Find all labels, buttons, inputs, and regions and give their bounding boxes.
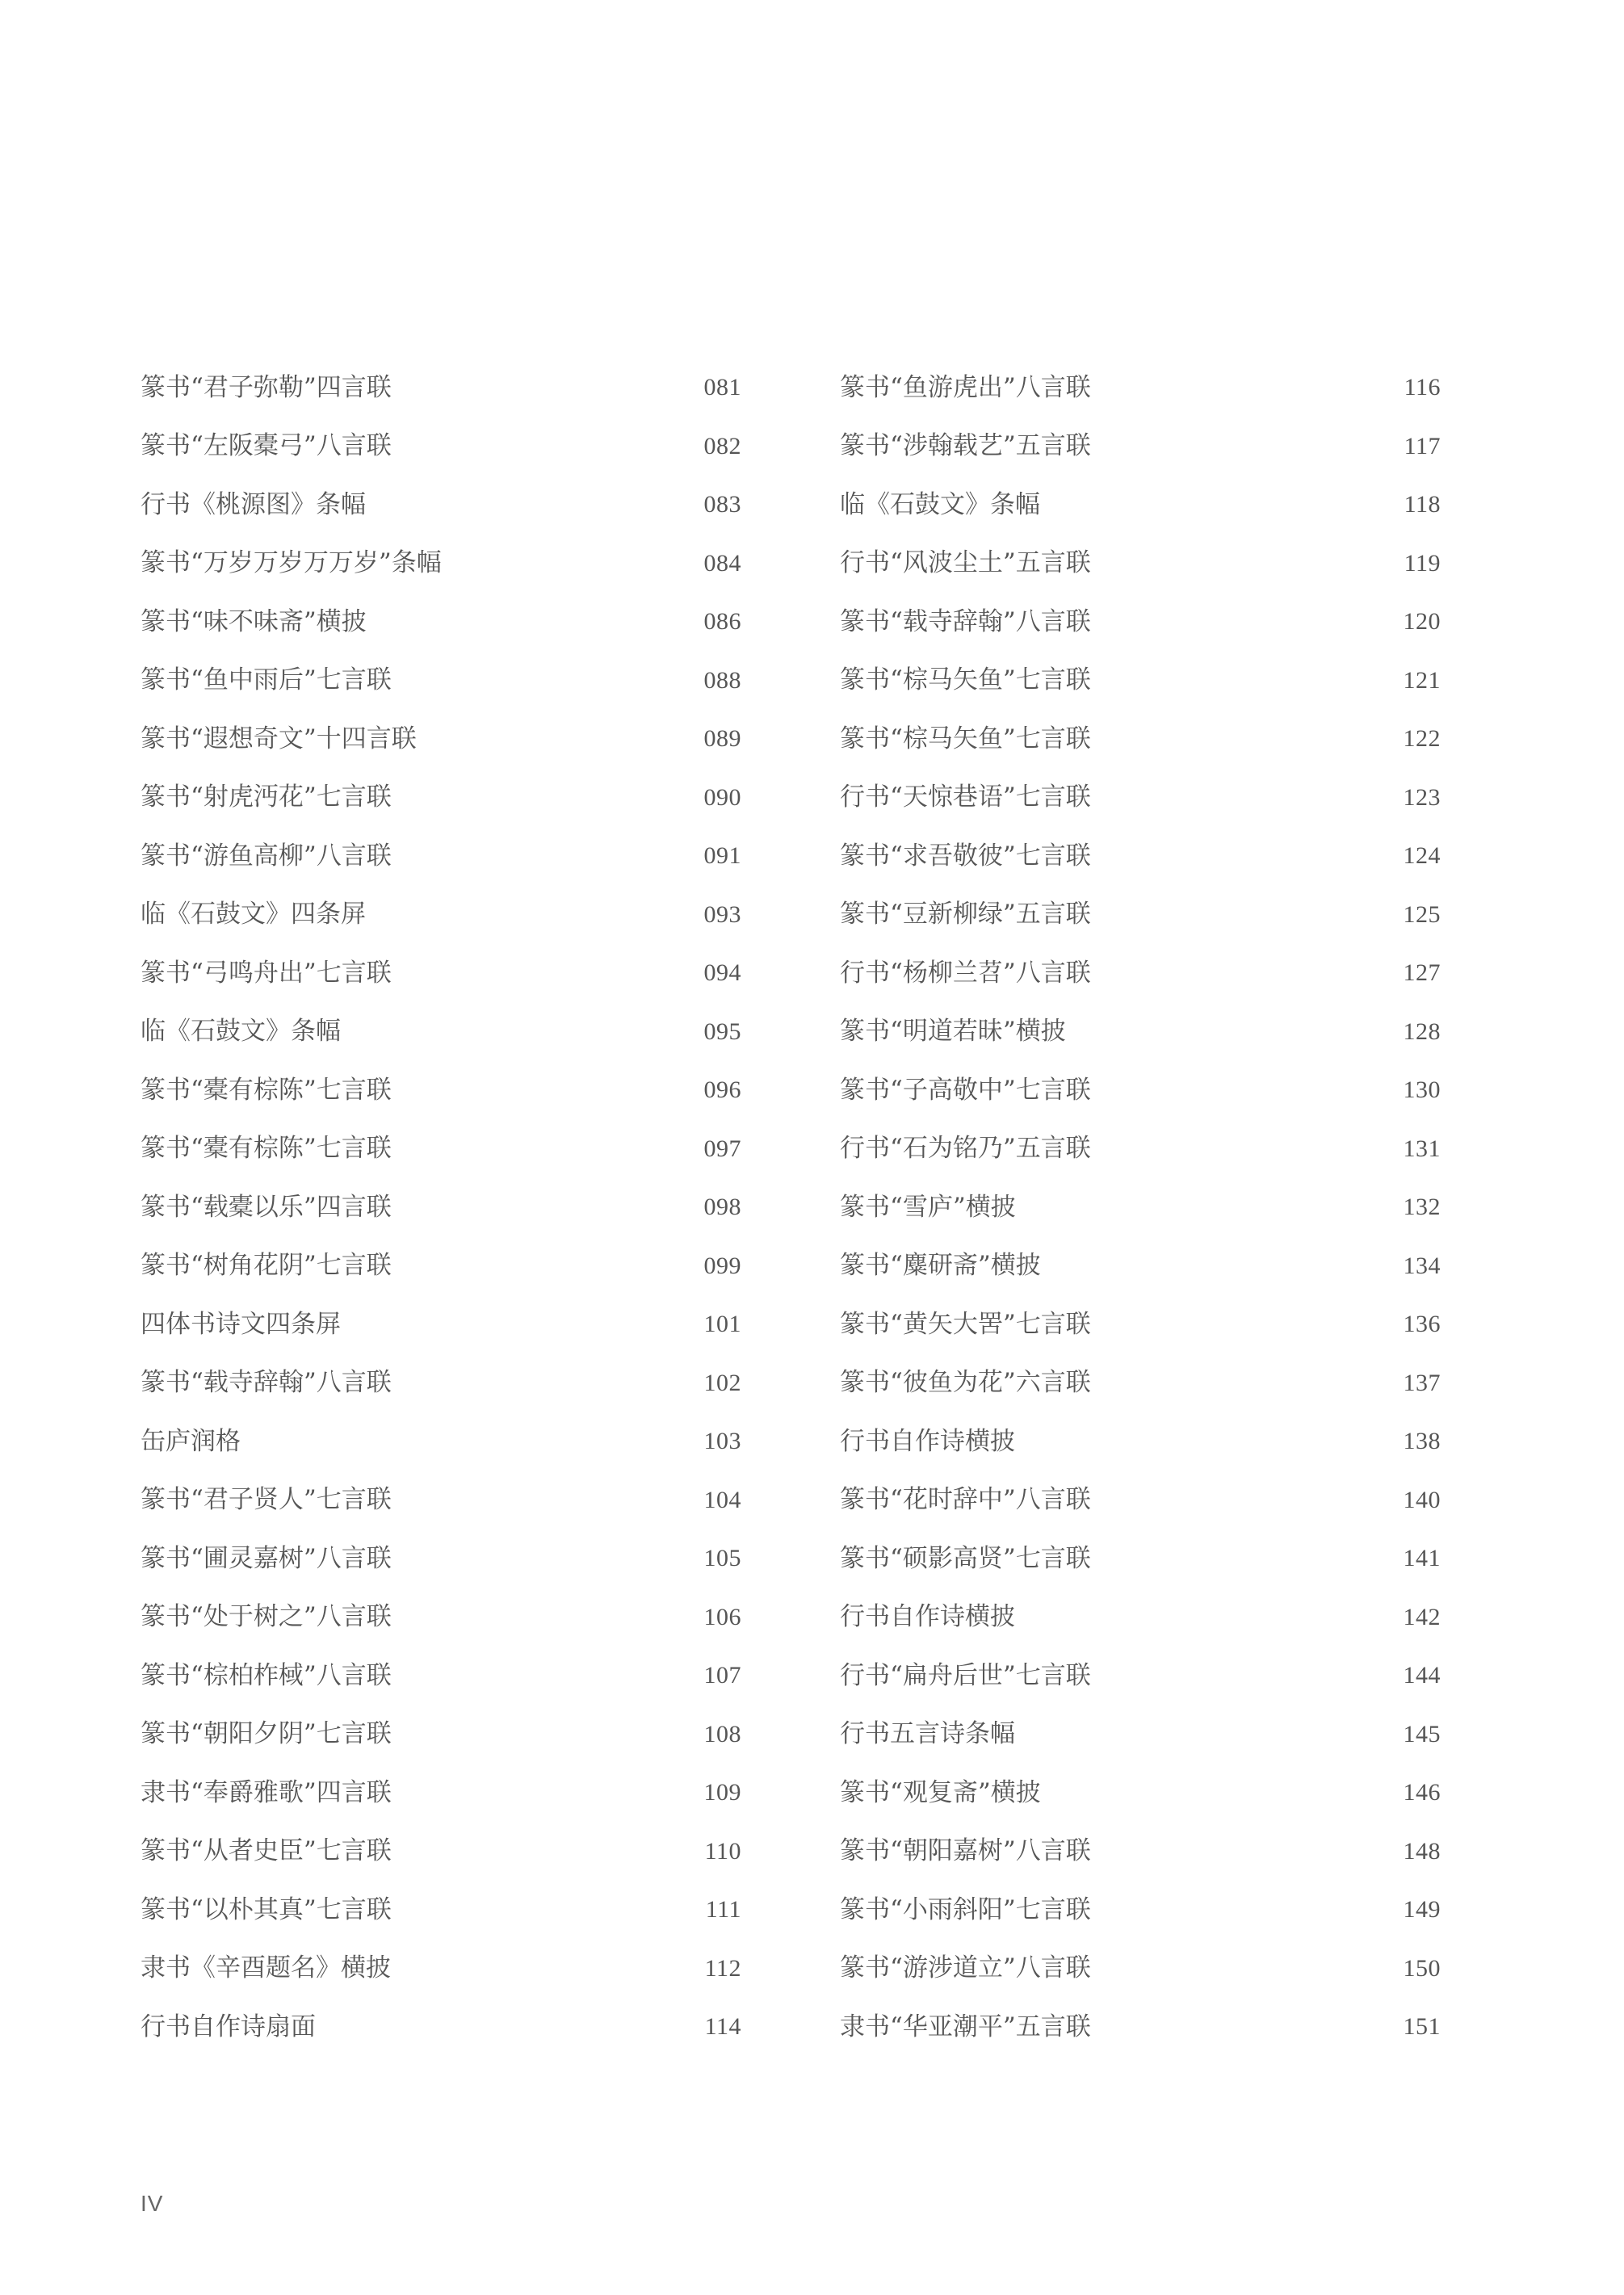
toc-entry[interactable]: [141, 1881, 741, 1940]
toc-entry-page-number: 120: [1403, 608, 1441, 636]
toc-entry-title: 篆书“涉翰载艺”五言联: [840, 431, 1091, 461]
toc-entry-page-number: 140: [1403, 1486, 1441, 1513]
toc-entry-page-number: 149: [1403, 1896, 1441, 1924]
toc-entry-page-number: 142: [1403, 1603, 1441, 1630]
toc-entry-page-number: 116: [1404, 374, 1441, 401]
toc-entry-page-number: 104: [703, 1486, 741, 1513]
toc-entry-title: 篆书“求吾敬彼”七言联: [840, 841, 1091, 871]
toc-entry-title: 篆书“射虎沔花”七言联: [141, 782, 392, 812]
toc-entry[interactable]: [141, 1940, 741, 1999]
toc-entry-title: 篆书“棕马矢鱼”七言联: [840, 724, 1091, 753]
toc-column-right: [840, 359, 1441, 2057]
toc-entry[interactable]: [141, 1823, 741, 1882]
toc-entry[interactable]: [141, 1061, 741, 1120]
toc-entry-page-number: 138: [1403, 1428, 1441, 1455]
toc-entry-title: 篆书“载橐以乐”四言联: [141, 1192, 392, 1222]
toc-entry-page-number: 151: [1403, 2013, 1441, 2041]
toc-entry-page-number: 093: [703, 900, 741, 928]
toc-entry-title: 行书自作诗横披: [840, 1426, 1015, 1456]
toc-entry-title: 篆书“观复斋”横披: [840, 1777, 1041, 1807]
toc-entry-title: 行书自作诗扇面: [141, 2012, 316, 2041]
toc-entry-title: 四体书诗文四条屏: [141, 1309, 341, 1339]
toc-entry-page-number: 111: [705, 1896, 741, 1924]
toc-entry-page-number: 106: [703, 1603, 741, 1630]
toc-entry-page-number: 118: [1404, 491, 1441, 518]
toc-entry-title: 篆书“小雨斜阳”七言联: [840, 1894, 1091, 1924]
toc-entry-title: 篆书“处于树之”八言联: [141, 1602, 392, 1632]
toc-entry-title: 行书《桃源图》条幅: [141, 489, 366, 519]
toc-entry[interactable]: [840, 1178, 1441, 1237]
toc-entry[interactable]: [141, 1354, 741, 1413]
toc-entry-page-number: 150: [1403, 1954, 1441, 1982]
toc-entry-title: 行书自作诗横披: [840, 1602, 1015, 1632]
toc-entry-title: 篆书“棕柏柞棫”八言联: [141, 1660, 392, 1690]
toc-entry-page-number: 086: [703, 608, 741, 636]
toc-entry-page-number: 082: [703, 432, 741, 459]
toc-entry-title: 隶书“华亚潮平”五言联: [840, 2012, 1091, 2041]
toc-entry-page-number: 095: [703, 1017, 741, 1045]
toc-entry-page-number: 081: [703, 374, 741, 401]
toc-entry[interactable]: [840, 1061, 1441, 1120]
toc-entry-title: 临《石鼓文》条幅: [141, 1017, 341, 1047]
toc-entry-title: 行书“风波尘土”五言联: [840, 548, 1091, 578]
toc-entry[interactable]: [840, 1354, 1441, 1413]
toc-entry-title: 行书“杨柳兰苕”八言联: [840, 958, 1091, 988]
toc-entry-page-number: 088: [703, 666, 741, 694]
toc-entry[interactable]: [840, 535, 1441, 594]
toc-entry-title: 篆书“君子弥勒”四言联: [141, 372, 392, 402]
toc-entry-title: 篆书“以朴其真”七言联: [141, 1894, 392, 1924]
toc-entry-page-number: 096: [703, 1076, 741, 1104]
toc-entry[interactable]: [840, 1120, 1441, 1179]
toc-entry[interactable]: [840, 417, 1441, 476]
toc-entry-page-number: 128: [1403, 1017, 1441, 1045]
toc-entry[interactable]: [141, 1003, 741, 1062]
toc-entry-title: 篆书“遐想奇文”十四言联: [141, 724, 417, 753]
toc-entry[interactable]: [141, 417, 741, 476]
toc-entry[interactable]: [840, 1295, 1441, 1354]
toc-entry[interactable]: [840, 1764, 1441, 1823]
toc-entry-title: 篆书“豆新柳绿”五言联: [840, 900, 1091, 929]
toc-entry-page-number: 109: [703, 1779, 741, 1806]
toc-column-left: [141, 359, 741, 2057]
toc-entry-page-number: 091: [703, 842, 741, 870]
toc-entry[interactable]: [141, 886, 741, 945]
toc-entry[interactable]: [141, 1412, 741, 1471]
toc-entry-title: 篆书“从者史臣”七言联: [141, 1836, 392, 1866]
toc-entry-title: 篆书“左阪橐弓”八言联: [141, 431, 392, 461]
toc-entry-page-number: 084: [703, 549, 741, 577]
toc-entry-title: 篆书“游涉道立”八言联: [840, 1953, 1091, 1983]
toc-entry[interactable]: [141, 359, 741, 417]
toc-entry[interactable]: [141, 827, 741, 886]
toc-entry-page-number: 132: [1403, 1194, 1441, 1221]
toc-entry-title: 篆书“树角花阴”七言联: [141, 1251, 392, 1281]
toc-entry[interactable]: [840, 1706, 1441, 1764]
toc-entry[interactable]: [141, 535, 741, 594]
toc-entry[interactable]: [840, 1881, 1441, 1940]
toc-entry-page-number: 114: [704, 2013, 741, 2041]
toc-entry-page-number: 089: [703, 725, 741, 753]
toc-entry[interactable]: [141, 944, 741, 1003]
toc-entry-title: 篆书“载寺辞翰”八言联: [141, 1368, 392, 1398]
toc-entry-title: 篆书“鱼游虎出”八言联: [840, 372, 1091, 402]
toc-entry[interactable]: [141, 1647, 741, 1706]
toc-entry-title: 篆书“硕影高贤”七言联: [840, 1543, 1091, 1573]
toc-entry-title: 篆书“棕马矢鱼”七言联: [840, 665, 1091, 695]
toc-entry[interactable]: [840, 1823, 1441, 1882]
toc-entry-page-number: 146: [1403, 1779, 1441, 1806]
toc-entry[interactable]: [141, 1529, 741, 1588]
toc-entry-page-number: 127: [1403, 959, 1441, 987]
toc-entry-title: 篆书“黄矢大罟”七言联: [840, 1309, 1091, 1339]
toc-entry-title: 行书五言诗条幅: [840, 1719, 1015, 1749]
toc-entry-title: 篆书“君子贤人”七言联: [141, 1485, 392, 1515]
toc-entry-page-number: 090: [703, 783, 741, 811]
toc-entry[interactable]: [840, 1471, 1441, 1530]
toc-entry[interactable]: [141, 652, 741, 711]
toc-entry[interactable]: [840, 710, 1441, 769]
toc-entry-title: 隶书《辛酉题名》横披: [141, 1953, 391, 1983]
toc-entry[interactable]: [141, 769, 741, 828]
toc-entry[interactable]: [840, 652, 1441, 711]
toc-entry[interactable]: [141, 1471, 741, 1530]
toc-entry-page-number: 108: [703, 1720, 741, 1747]
toc-entry-title: 篆书“雪庐”横披: [840, 1192, 1016, 1222]
toc-entry[interactable]: [141, 1764, 741, 1823]
toc-entry-title: 临《石鼓文》条幅: [840, 489, 1040, 519]
toc-entry-title: 篆书“朝阳夕阴”七言联: [141, 1719, 392, 1749]
toc-entry-title: 篆书“花时辞中”八言联: [840, 1485, 1091, 1515]
toc-entry-page-number: 098: [703, 1194, 741, 1221]
toc-entry[interactable]: [840, 886, 1441, 945]
toc-entry[interactable]: [840, 476, 1441, 535]
toc-entry-page-number: 141: [1403, 1545, 1441, 1572]
toc-entry-title: 行书“天惊巷语”七言联: [840, 782, 1091, 812]
toc-entry-title: 篆书“载寺辞翰”八言联: [840, 606, 1091, 636]
toc-entry-page-number: 125: [1403, 900, 1441, 928]
toc-entry-page-number: 131: [1403, 1135, 1441, 1162]
toc-entry-title: 篆书“彼鱼为花”六言联: [840, 1368, 1091, 1398]
toc-entry-page-number: 099: [703, 1252, 741, 1279]
toc-entry-page-number: 134: [1403, 1252, 1441, 1279]
toc-entry-page-number: 122: [1403, 725, 1441, 753]
toc-entry-title: 篆书“子高敬中”七言联: [840, 1075, 1091, 1105]
toc-entry[interactable]: [141, 1588, 741, 1647]
toc-entry-page-number: 110: [704, 1837, 741, 1865]
page-folio: IV: [141, 2191, 164, 2216]
toc-entry[interactable]: [840, 1003, 1441, 1062]
toc-entry-title: 篆书“橐有棕陈”七言联: [141, 1134, 392, 1164]
toc-entry[interactable]: [840, 827, 1441, 886]
toc-entry-title: 行书“石为铭乃”五言联: [840, 1134, 1091, 1164]
toc-entry-page-number: 107: [703, 1662, 741, 1689]
toc-entry[interactable]: [141, 1178, 741, 1237]
toc-entry[interactable]: [840, 1412, 1441, 1471]
toc-entry-title: 篆书“麋研斋”横披: [840, 1251, 1041, 1281]
toc-entry-page-number: 145: [1403, 1720, 1441, 1747]
toc-entry[interactable]: [840, 1940, 1441, 1999]
toc-entry[interactable]: [840, 1237, 1441, 1296]
toc-entry-page-number: 094: [703, 959, 741, 987]
toc-entry-page-number: 101: [703, 1311, 741, 1338]
toc-entry[interactable]: [141, 710, 741, 769]
toc-entry[interactable]: [141, 1120, 741, 1179]
toc-entry-title: 篆书“味不味斋”横披: [141, 606, 367, 636]
toc-entry-title: 篆书“弓鸣舟出”七言联: [141, 958, 392, 988]
table-of-contents: [141, 359, 1441, 2057]
toc-entry-title: 篆书“鱼中雨后”七言联: [141, 665, 392, 695]
toc-entry[interactable]: [840, 593, 1441, 652]
toc-entry-page-number: 083: [703, 491, 741, 518]
toc-entry-page-number: 137: [1403, 1369, 1441, 1396]
toc-entry-page-number: 124: [1403, 842, 1441, 870]
toc-entry-title: 篆书“明道若昧”横披: [840, 1017, 1066, 1047]
toc-entry[interactable]: [141, 1998, 741, 2057]
toc-entry-page-number: 148: [1403, 1837, 1441, 1865]
toc-entry-title: 临《石鼓文》四条屏: [141, 900, 366, 929]
toc-entry-page-number: 130: [1403, 1076, 1441, 1104]
toc-entry-page-number: 121: [1403, 666, 1441, 694]
toc-entry[interactable]: [141, 1237, 741, 1296]
toc-entry-title: 隶书“奉爵雅歌”四言联: [141, 1777, 392, 1807]
toc-entry[interactable]: [840, 1588, 1441, 1647]
toc-entry-title: 篆书“朝阳嘉树”八言联: [840, 1836, 1091, 1866]
toc-entry-page-number: 097: [703, 1135, 741, 1162]
toc-entry-title: 缶庐润格: [141, 1426, 241, 1456]
toc-entry[interactable]: [840, 1998, 1441, 2057]
toc-entry[interactable]: [840, 359, 1441, 417]
toc-entry[interactable]: [840, 769, 1441, 828]
toc-entry-page-number: 112: [704, 1954, 741, 1982]
toc-entry-page-number: 119: [1404, 549, 1441, 577]
toc-entry-title: 篆书“万岁万岁万万岁”条幅: [141, 548, 442, 578]
toc-entry-page-number: 123: [1403, 783, 1441, 811]
toc-entry[interactable]: [840, 944, 1441, 1003]
toc-entry-title: 行书“扁舟后世”七言联: [840, 1660, 1091, 1690]
toc-entry-title: 篆书“游鱼高柳”八言联: [141, 841, 392, 871]
toc-entry[interactable]: [141, 593, 741, 652]
toc-entry[interactable]: [141, 476, 741, 535]
toc-entry[interactable]: [840, 1647, 1441, 1706]
toc-entry[interactable]: [141, 1706, 741, 1764]
toc-entry-page-number: 117: [1404, 432, 1441, 459]
toc-entry[interactable]: [141, 1295, 741, 1354]
toc-entry-page-number: 102: [703, 1369, 741, 1396]
toc-entry-page-number: 105: [703, 1545, 741, 1572]
toc-entry[interactable]: [840, 1529, 1441, 1588]
toc-entry-title: 篆书“橐有棕陈”七言联: [141, 1075, 392, 1105]
toc-entry-page-number: 103: [703, 1428, 741, 1455]
toc-entry-page-number: 144: [1403, 1662, 1441, 1689]
toc-entry-page-number: 136: [1403, 1311, 1441, 1338]
toc-entry-title: 篆书“圃灵嘉树”八言联: [141, 1543, 392, 1573]
